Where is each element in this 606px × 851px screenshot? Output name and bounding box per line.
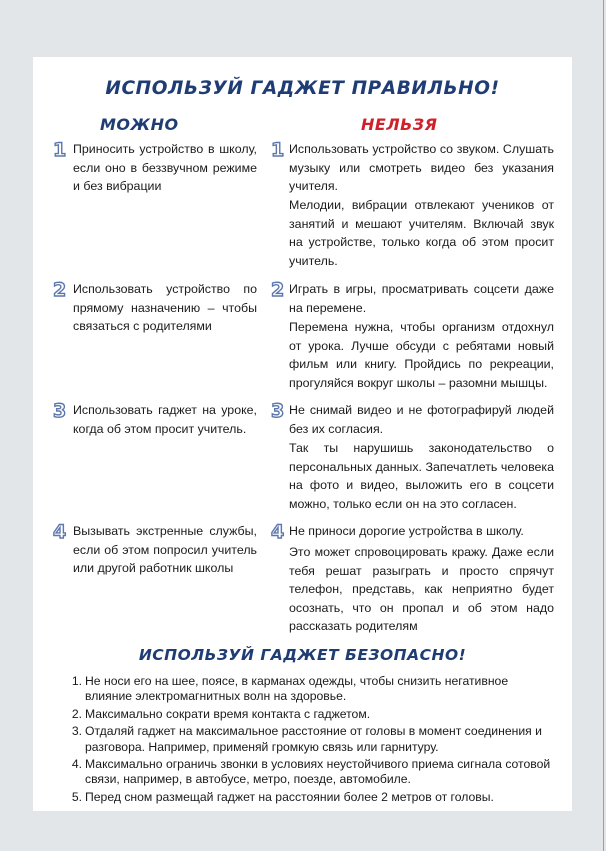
list-item (73, 790, 553, 805)
allowed-item-2: Использовать устройство по прямому назначению – чтобы связаться с родителями (73, 282, 257, 334)
forbidden-number-2: 2 (271, 279, 285, 301)
forbidden-note-4: Это может спровоцировать кражу. Даже если тебя решат разыграть и просто спрячут телефон, представь, как неприятно будет осознать, что он пропал и об этом надо рассказать родителям (289, 545, 554, 634)
list-marker: 5. (71, 789, 82, 804)
safety-title: ИСПОЛЬЗУЙ ГАДЖЕТ БЕЗОПАСНО! (138, 646, 467, 664)
safety-text: Максимально ограничь звонки в условиях неустойчивого приема сигнала сотовой связи, например, в автобусе, метро, поезде, автомобиле. (85, 757, 551, 787)
list-marker: 1. (71, 674, 82, 688)
forbidden-note-3: Так ты нарушишь законодательство о персональных данных. Запечатлеть человека на фото и видео, выложить его в соцсети можно, только если он на это согласен. (289, 441, 554, 511)
forbidden-number-4: 4 (271, 521, 285, 543)
forbidden-rule-1: Использовать устройство со звуком. Слушать музыку или смотреть видео без указания учителя. (289, 142, 554, 194)
allowed-item-1: Приносить устройство в школу, если оно в беззвучном режиме и без вибрации (73, 142, 257, 194)
list-item (73, 757, 553, 788)
forbidden-rule-4: Не приноси дорогие устройства в школу. (289, 524, 524, 538)
page-edge (603, 0, 604, 851)
poster-sheet (33, 57, 572, 811)
safety-text: Перед сном размещай гаджет на расстоянии более 2 метров от головы. (85, 789, 494, 804)
forbidden-note-2: Перемена нужна, чтобы организм отдохнул от урока. Лучше обсуди с ребятами новый фильм или книгу. Пройдись по рекреации, прогуляйся вокруг школы – разомни мышцы. (289, 320, 554, 390)
list-item (73, 707, 553, 722)
safety-text: Отдаляй гаджет на максимальное расстояние от головы в момент соединения и разговора. Например, применяй громкую связь или гарнитуру. (85, 724, 542, 754)
allowed-item-3: Использовать гаджет на уроке, когда об этом просит учитель. (73, 403, 257, 436)
forbidden-column-header: НЕЛЬЗЯ (361, 115, 438, 134)
forbidden-number-1: 1 (271, 139, 285, 161)
list-item (73, 674, 553, 705)
list-marker: 2. (71, 706, 82, 721)
allowed-item-4: Вызывать экстренные службы, если об этом попросил учитель или другой работник школы (73, 524, 257, 576)
allowed-number-4: 4 (53, 521, 67, 543)
forbidden-rule-3: Не снимай видео и не фотографируй людей без их согласия. (289, 403, 554, 436)
poster-title: ИСПОЛЬЗУЙ ГАДЖЕТ ПРАВИЛЬНО! (105, 78, 500, 99)
safety-text: Максимально сократи время контакта с гаджетом. (85, 706, 371, 721)
forbidden-rule-2: Играть в игры, просматривать соцсети даже на перемене. (289, 282, 554, 315)
list-marker: 3. (71, 724, 82, 739)
safety-list (73, 674, 553, 807)
allowed-number-2: 2 (53, 279, 67, 301)
allowed-number-1: 1 (53, 139, 67, 161)
list-item (73, 724, 553, 755)
list-marker: 4. (71, 757, 82, 772)
allowed-column-header: МОЖНО (100, 115, 179, 134)
forbidden-number-3: 3 (271, 400, 285, 422)
safety-text: Не носи его на шее, поясе, в карманах одежды, чтобы снизить негативное влияние электромагнитных волн на здоровье. (85, 674, 509, 704)
forbidden-note-1: Мелодии, вибрации отвлекают учеников от занятий и мешают учителям. Включай звук на устройстве, только когда об этом просит учитель. (289, 198, 554, 268)
allowed-number-3: 3 (53, 400, 67, 422)
